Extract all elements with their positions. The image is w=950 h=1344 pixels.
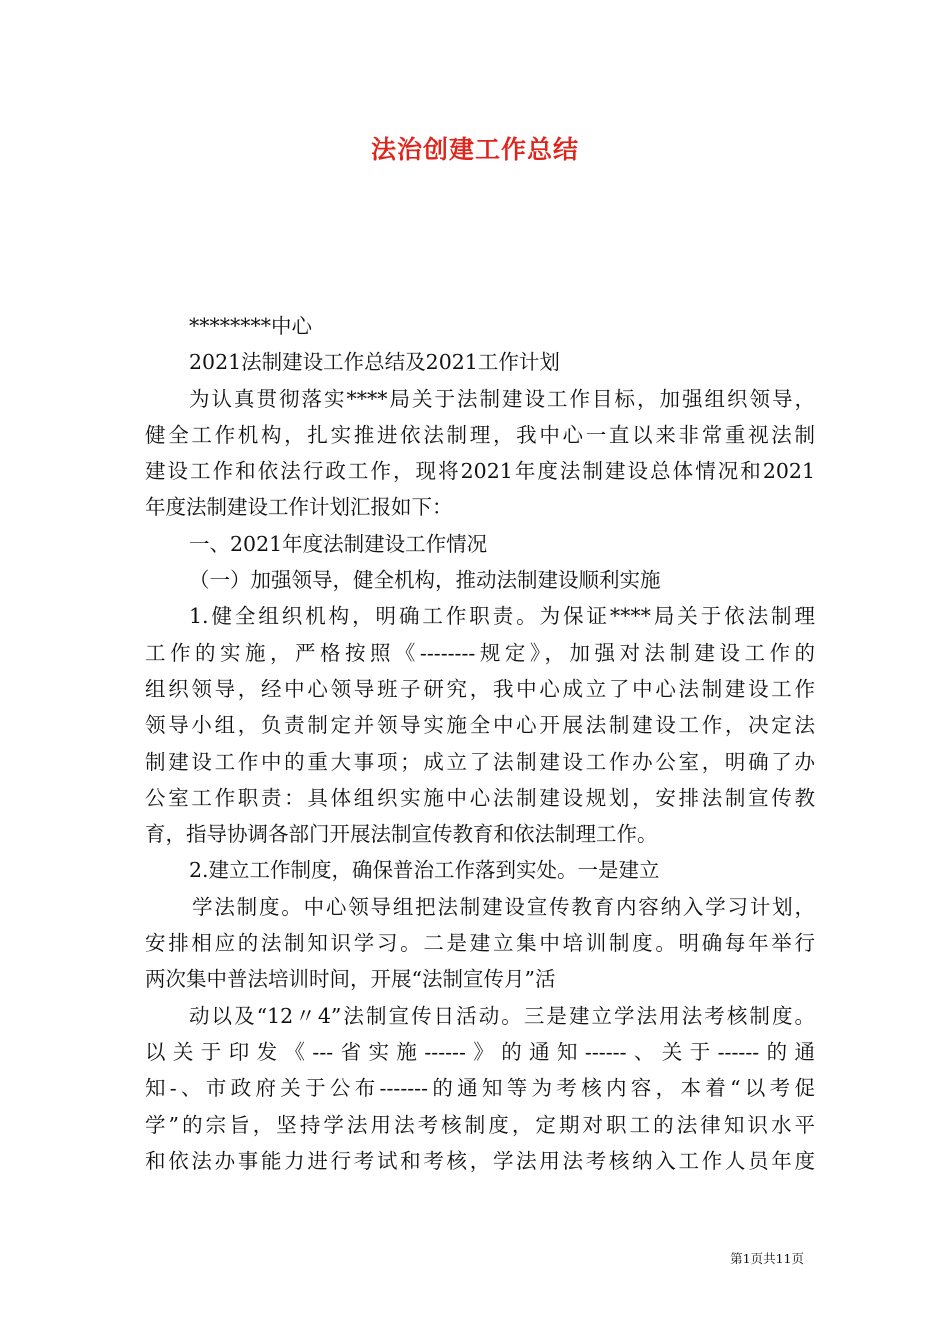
body-line: 育，指导协调各部门开展法制宣传教育和依法制理工作。 — [145, 822, 658, 847]
body-line: 2.建立工作制度，确保普治工作落到实处。一是建立 — [189, 858, 660, 883]
body-line: 1.健全组织机构，明确工作职责。为保证****局关于依法制理 — [189, 604, 815, 629]
body-line: 组织领导，经中心领导班子研究，我中心成立了中心法制建设工作 — [145, 676, 815, 701]
body-line: 2021法制建设工作总结及2021工作计划 — [189, 350, 560, 375]
body-line: 建设工作和依法行政工作，现将2021年度法制建设总体情况和2021 — [145, 459, 815, 484]
body-line: 领导小组，负责制定并领导实施全中心开展法制建设工作，决定法 — [145, 713, 815, 738]
body-line: 工作的实施，严格按照《--------规定》，加强对法制建设工作的 — [145, 640, 815, 665]
body-line: 和依法办事能力进行考试和考核，学法用法考核纳入工作人员年度 — [145, 1148, 815, 1173]
body-line: 两次集中普法培训时间，开展“法制宣传月”活 — [145, 967, 556, 992]
body-line: 健全工作机构，扎实推进依法制理，我中心一直以来非常重视法制 — [145, 422, 815, 447]
body-line: （一）加强领导，健全机构，推动法制建设顺利实施 — [189, 568, 661, 593]
body-line: 年度法制建设工作计划汇报如下： — [145, 495, 453, 520]
body-line: 学法制度。中心领导组把法制建设宣传教育内容纳入学习计划， — [192, 894, 815, 919]
document-title: 法治创建工作总结 — [370, 135, 579, 164]
body-line: 安排相应的法制知识学习。二是建立集中培训制度。明确每年举行 — [145, 931, 815, 956]
body-line: 为认真贯彻落实****局关于法制建设工作目标，加强组织领导， — [189, 386, 815, 411]
body-line: ********中心 — [189, 314, 312, 338]
body-line: 一、2021年度法制建设工作情况 — [189, 531, 488, 556]
body-line: 以关于印发《---省实施------》的通知------、关于------的通 — [145, 1039, 815, 1064]
body-line: 制建设工作中的重大事项；成立了法制建设工作办公室，明确了办 — [145, 749, 815, 774]
body-line: 学”的宗旨，坚持学法用法考核制度，定期对职工的法律知识水平 — [145, 1112, 815, 1137]
document-body — [145, 308, 815, 1179]
body-line: 知-、市政府关于公布-------的通知等为考核内容，本着“以考促 — [145, 1076, 815, 1101]
body-line: 动以及“12〃4”法制宣传日活动。三是建立学法用法考核制度。 — [189, 1003, 815, 1028]
body-line: 公室工作职责：具体组织实施中心法制建设规划，安排法制宣传教 — [145, 785, 815, 810]
page-number-footer: 第1页共11页 — [730, 1251, 804, 1266]
